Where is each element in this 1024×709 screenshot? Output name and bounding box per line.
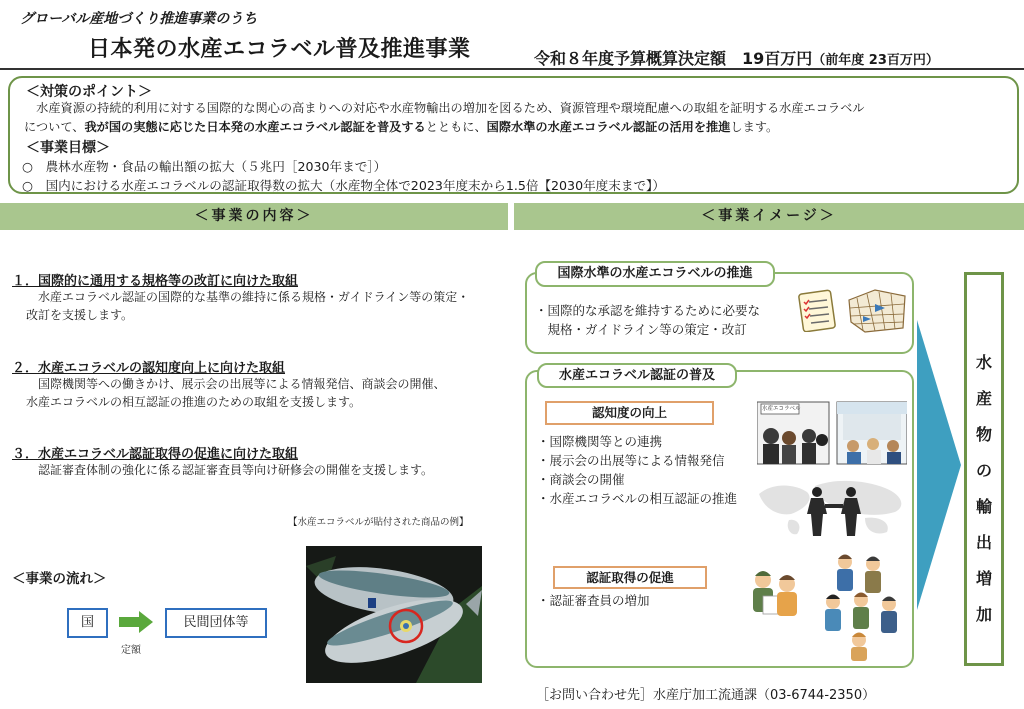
vertical-char: 物: [975, 425, 992, 444]
goal-item: ○ 農林水産物・食品の輸出額の拡大（５兆円［2030年まで］）: [22, 159, 387, 174]
header-rule: [0, 68, 1024, 70]
vertical-char: 加: [975, 605, 992, 624]
item-1-title: １．国際的に通用する規格等の改訂に向けた取組: [12, 274, 299, 289]
vertical-char: 出: [975, 533, 992, 552]
points-line-2: [24, 118, 1014, 137]
contact-info: ［お問い合わせ先］水産庁加工流通課（03-6744-2350）: [536, 688, 876, 703]
points-line-2e: します。: [730, 120, 779, 134]
cert-spread-title: 水産エコラベル認証の普及: [537, 363, 737, 388]
vertical-char: 産: [975, 389, 992, 408]
awareness-bullet: ・商談会の開催: [537, 472, 625, 487]
flow-from-box: 国: [67, 608, 108, 638]
points-line-2a: について、: [24, 120, 85, 134]
awareness-bullet: ・展示会の出展等による情報発信: [537, 453, 725, 468]
export-increase-text: [967, 345, 1001, 633]
page-title: 日本発の水産エコラベル普及推進事業: [88, 37, 471, 62]
vertical-char: の: [975, 461, 992, 480]
people-illustration: [749, 550, 909, 662]
export-increase-box: [964, 272, 1004, 666]
vertical-char: 輸: [975, 497, 992, 516]
item-3-text-1: 認証審査体制の強化に係る認証審査員等向け研修会の開催を支援します。: [14, 463, 434, 477]
intl-standard-title: 国際水準の水産エコラベルの推進: [535, 261, 775, 287]
checklist-icon: [795, 288, 841, 332]
product-photo: [306, 546, 482, 683]
vertical-char: 増: [975, 569, 992, 588]
flow-label: 定額: [121, 645, 141, 656]
item-3-title: ３．水産エコラベル認証取得の促進に向けた取組: [12, 447, 299, 462]
goals-heading: ＜事業目標＞: [26, 140, 110, 156]
awareness-title: 認知度の向上: [545, 401, 714, 425]
item-2-title: ２．水産エコラベルの認知度向上に向けた取組: [12, 361, 286, 376]
result-arrow-icon: [917, 320, 961, 610]
supertitle: グローバル産地づくり推進事業のうち: [20, 11, 258, 27]
vertical-char: 水: [975, 353, 992, 372]
world-handshake-illustration: [755, 476, 911, 538]
exhibition-booth-illustration: [757, 400, 907, 470]
points-emphasis-2: 国際水準の水産エコラベル認証の活用を推進: [486, 120, 731, 134]
item-1-text-1: 水産エコラベル認証の国際的な基準の維持に係る規格・ガイドライン等の策定・: [14, 290, 470, 304]
flow-arrow-icon: [119, 611, 153, 633]
cert-bullet: ・認証審査員の増加: [537, 593, 650, 608]
item-1-text-2: 改訂を支援します。: [14, 308, 134, 322]
budget-main: 令和８年度予算概算決定額 19百万円: [534, 49, 813, 68]
intl-bullet: 規格・ガイドライン等の策定・改訂: [535, 322, 747, 337]
points-line-2c: とともに、: [425, 120, 487, 134]
budget-previous: （前年度 23百万円）: [812, 53, 939, 68]
points-box: [8, 76, 1019, 194]
item-2-text-1: 国際機関等への働きかけ、展示会の出展等による情報発信、商談会の開催、: [14, 377, 446, 391]
intl-bullet: ・国際的な承認を維持するために必要な: [535, 303, 761, 318]
points-line-1: 水産資源の持続的利用に対する国際的な関心の高まりへの対応や水産物輸出の増加を図るため、資源管理や環境配慮への取組を証明する水産エコラベル: [24, 101, 865, 115]
item-2-text-2: 水産エコラベルの相互認証の推進のための取組を支援します。: [14, 395, 362, 409]
section-bar-image: ＜事業イメージ＞: [514, 203, 1024, 230]
budget-amount: [534, 46, 939, 69]
photo-caption: 【水産エコラベルが貼付された商品の例】: [288, 517, 469, 528]
booth-sign: 水産エコラベル: [762, 406, 801, 412]
flow-heading: ＜事業の流れ＞: [12, 571, 107, 587]
flow-to-box: 民間団体等: [165, 608, 267, 638]
awareness-bullet: ・国際機関等との連携: [537, 434, 663, 449]
awareness-bullet: ・水産エコラベルの相互認証の推進: [537, 491, 738, 506]
points-emphasis-1: 我が国の実態に応じた日本発の水産エコラベル認証を普及する: [84, 120, 426, 134]
cert-promotion-title: 認証取得の促進: [553, 566, 707, 589]
points-heading: ＜対策のポイント＞: [26, 84, 152, 100]
fishing-net-icon: [845, 286, 909, 336]
goal-item: ○ 国内における水産エコラベルの認証取得数の拡大（水産物全体で2023年度末から1.5倍【2030年度末まで】）: [22, 178, 665, 193]
section-bar-content: ＜事業の内容＞: [0, 203, 508, 230]
